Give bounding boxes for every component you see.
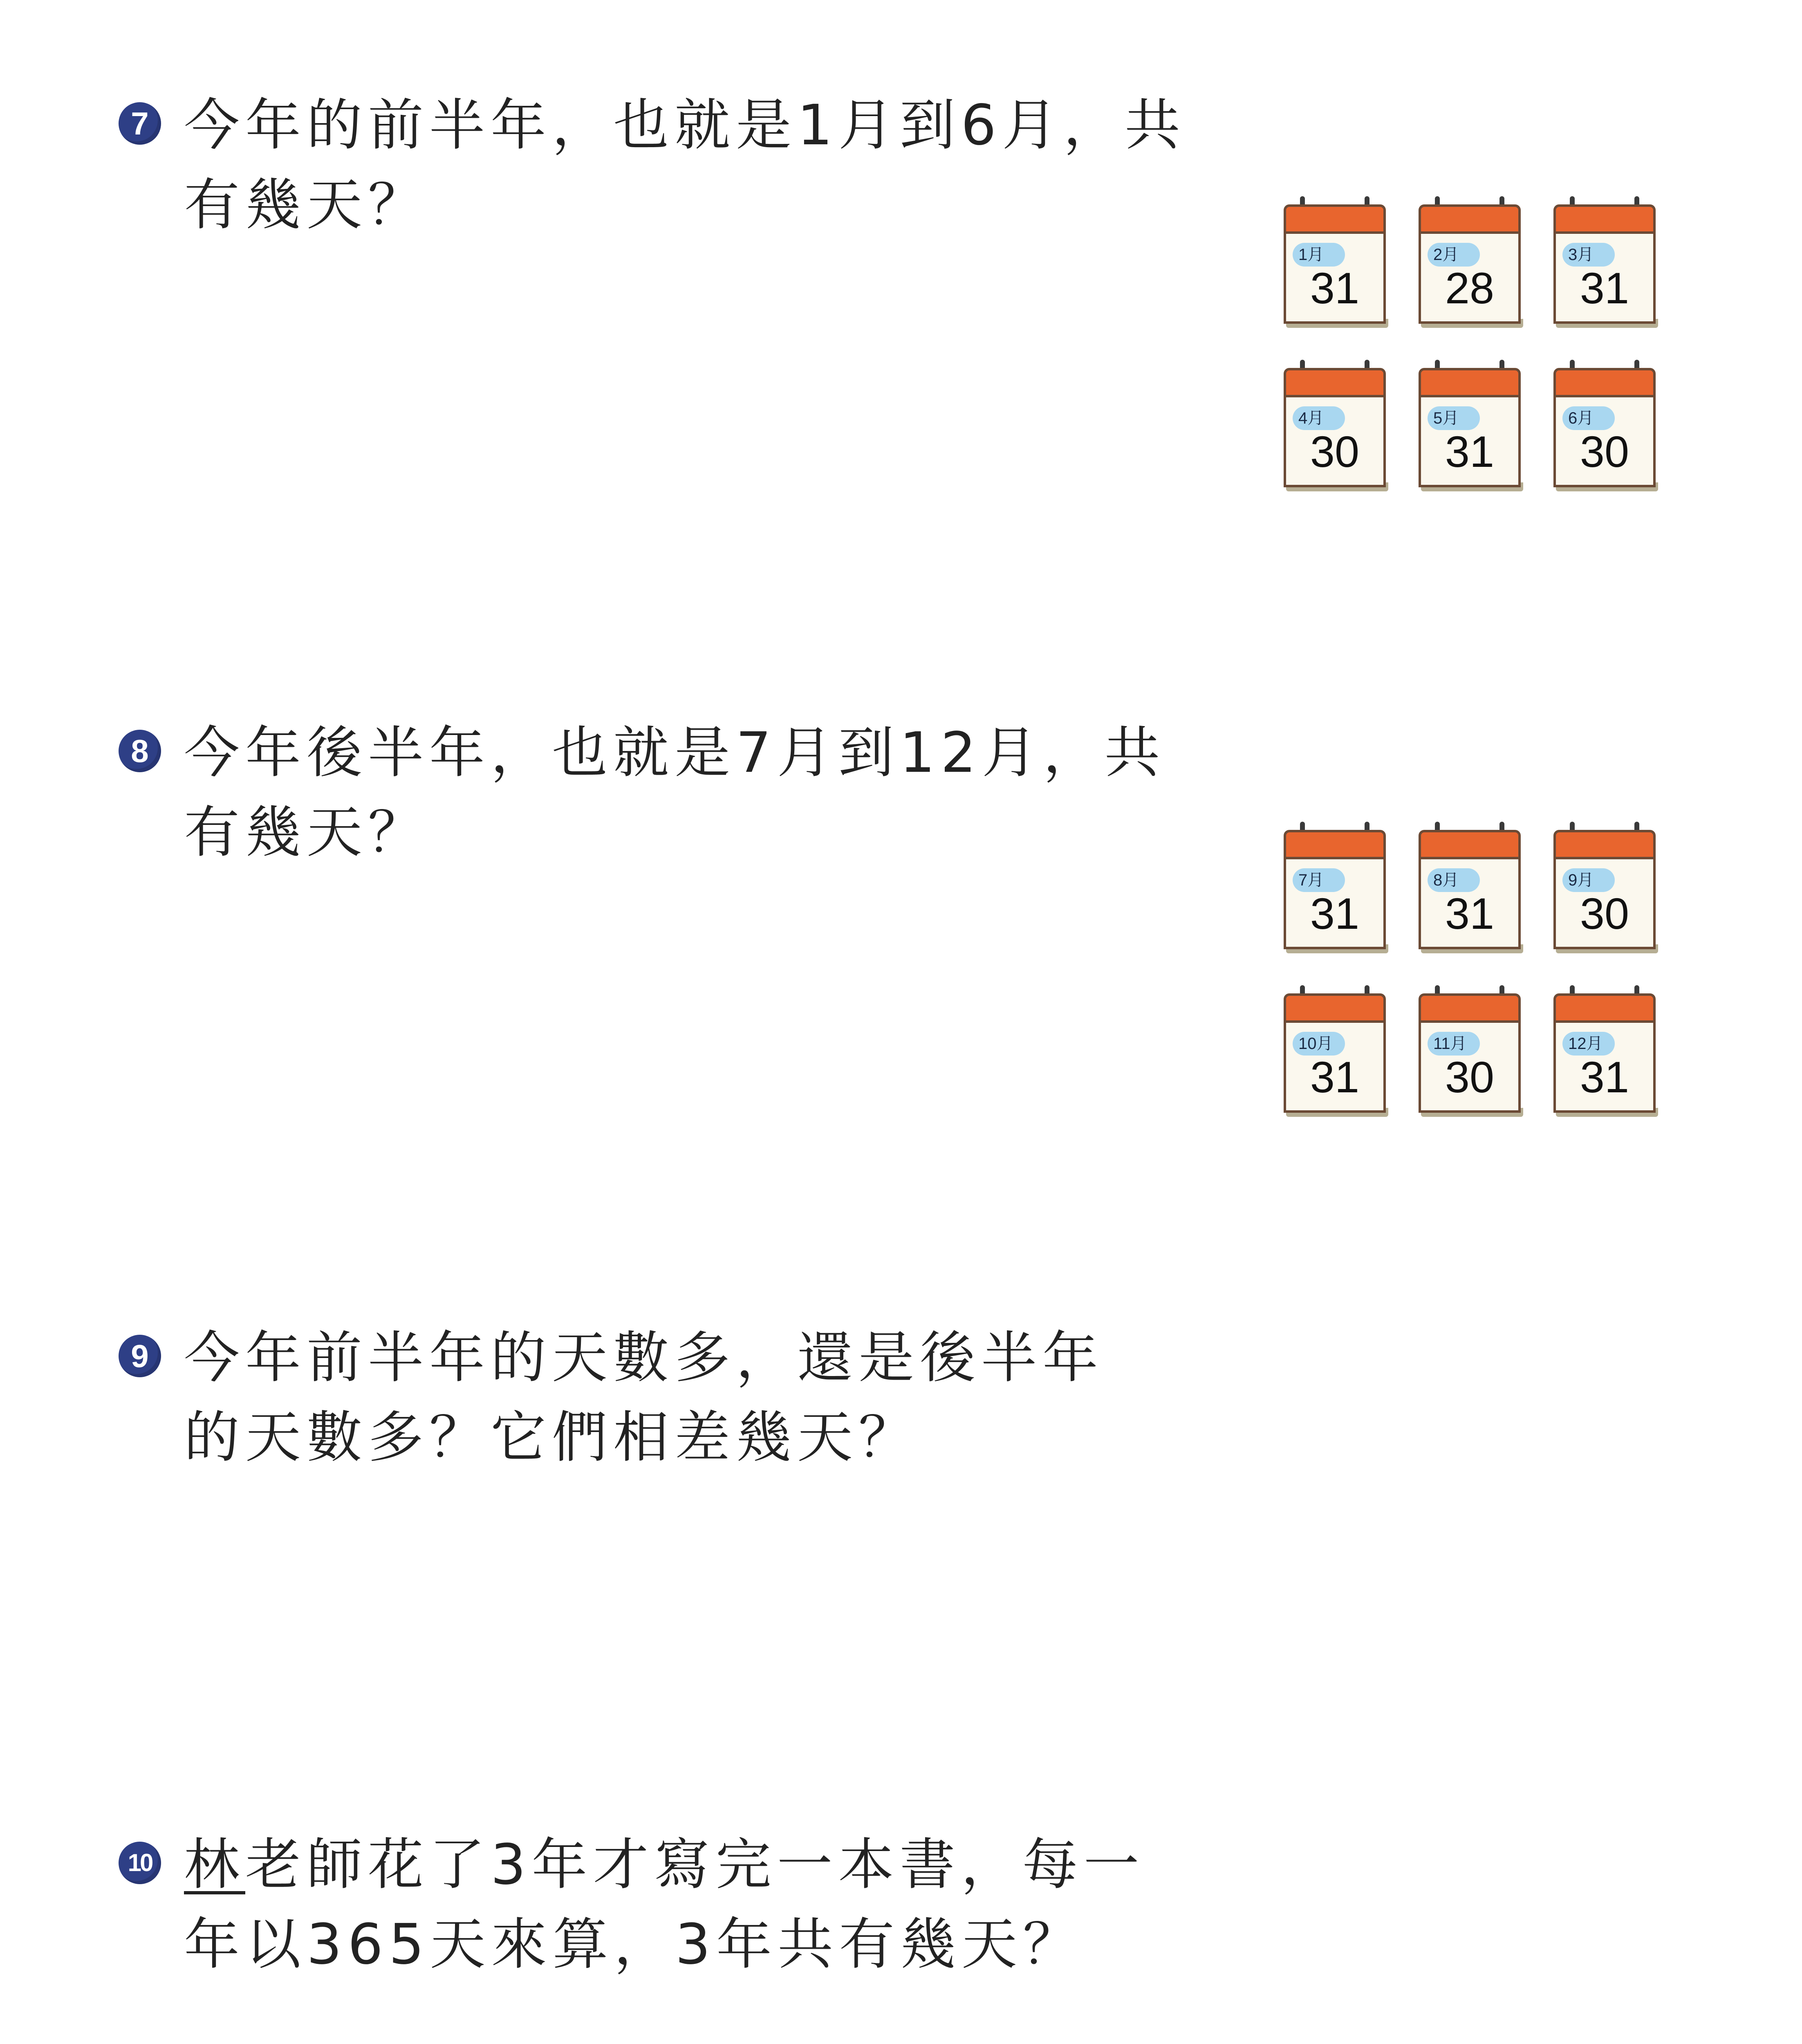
calendar-icon	[1284, 360, 1386, 491]
calendar-icon	[1553, 822, 1656, 953]
calendar-days: 31	[1445, 427, 1495, 476]
calendar-month: 11月	[1428, 1032, 1480, 1056]
question-line: 今年後半年，也就是7月到12月，共	[184, 721, 1166, 785]
question-line: 有幾天？	[184, 173, 429, 238]
calendar-month: 12月	[1562, 1032, 1615, 1056]
question-number-badge: 10	[119, 1842, 161, 1884]
calendar-days: 30	[1580, 889, 1629, 938]
calendar-month: 10月	[1293, 1032, 1345, 1056]
question-text	[184, 1825, 1692, 1985]
question-line: 老師花了3年才寫完一本書，每一	[245, 1833, 1145, 1897]
calendar-days: 31	[1580, 1052, 1629, 1102]
calendar-icon	[1419, 822, 1521, 953]
underlined-name: 林	[184, 1833, 245, 1897]
question-line: 的天數多？它們相差幾天？	[184, 1405, 920, 1470]
calendar-icon	[1553, 360, 1656, 491]
calendar-icon	[1553, 196, 1656, 327]
calendar-days: 31	[1310, 889, 1360, 938]
calendar-icon	[1419, 985, 1521, 1116]
question-line: 今年的前半年，也就是1月到6月，共	[184, 93, 1186, 158]
calendar-days: 31	[1445, 889, 1495, 938]
calendar-icon	[1419, 196, 1521, 327]
question-number-badge: 8	[119, 730, 161, 772]
calendar-month: 5月	[1428, 406, 1480, 430]
question-number-badge: 9	[119, 1335, 161, 1377]
calendar-days: 31	[1310, 1052, 1360, 1102]
calendar-month: 7月	[1293, 868, 1345, 892]
calendar-month: 4月	[1293, 406, 1345, 430]
calendar-month: 8月	[1428, 868, 1480, 892]
calendar-month: 1月	[1293, 243, 1345, 267]
calendar-days: 30	[1580, 427, 1629, 476]
calendar-month: 3月	[1562, 243, 1615, 267]
calendar-month: 2月	[1428, 243, 1480, 267]
calendar-days: 31	[1310, 263, 1360, 313]
calendar-icon	[1419, 360, 1521, 491]
question-number-badge: 7	[119, 102, 161, 145]
calendar-days: 30	[1310, 427, 1360, 476]
calendar-month: 6月	[1562, 406, 1615, 430]
calendar-icon	[1284, 985, 1386, 1116]
calendar-month: 9月	[1562, 868, 1615, 892]
calendar-days: 28	[1445, 263, 1495, 313]
question-line: 有幾天？	[184, 800, 429, 865]
question-text	[184, 1318, 1692, 1478]
calendar-icon	[1553, 985, 1656, 1116]
calendar-icon	[1284, 822, 1386, 953]
calendar-days: 30	[1445, 1052, 1495, 1102]
calendar-icon	[1284, 196, 1386, 327]
question-line: 今年前半年的天數多，還是後半年	[184, 1326, 1104, 1390]
calendar-days: 31	[1580, 263, 1629, 313]
question-line: 年以365天來算，3年共有幾天？	[184, 1912, 1085, 1977]
